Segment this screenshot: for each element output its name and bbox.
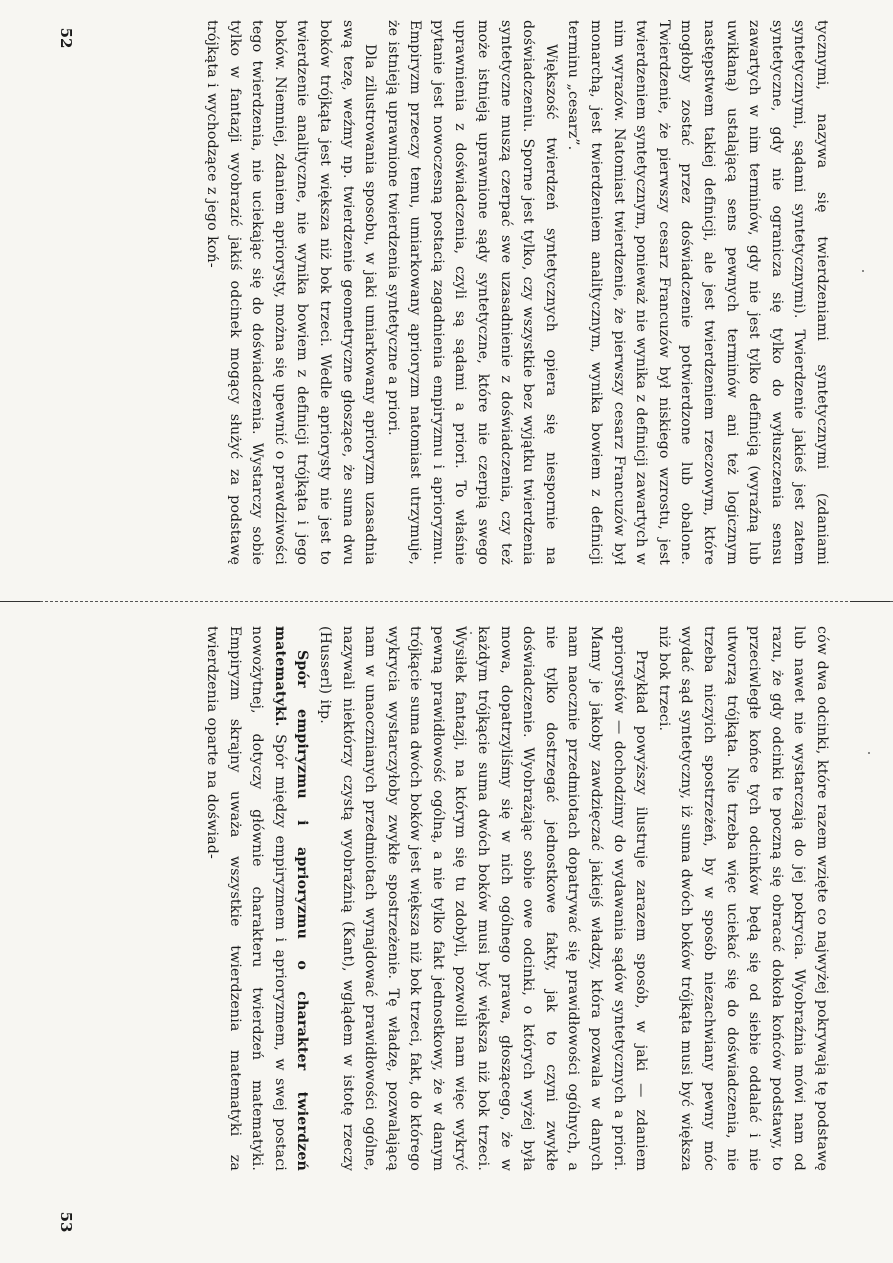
page-number-53: 53 xyxy=(57,1211,75,1233)
fold-mark-right xyxy=(850,601,890,602)
scan-speck xyxy=(470,632,472,634)
section-body: Spór między empiryzmem i aprioryzmem, w swej postaci nowożytnej, dotyczy głównie charakteru twierdzeń matematyki. Empiryzm skrajny uważa wszystkie twierdzenia matematyki za twierdzenia oparte na doświad- xyxy=(203,626,288,1171)
page-number-52: 52 xyxy=(57,27,75,49)
page-53-text xyxy=(200,626,833,1171)
page-52-paragraph-3: Dla zilustrowania sposobu, w jaki umiarkowany aprioryzm uzasadnia swą tezę, weźmy np. twierdzenie geometryczne głoszące, że suma dwu boków trójkąta jest większa niż bok trzeci. Wedle apriorysty nie jest to twierdzenie analityczne, nie wynika bowiem z definicji trójkąta i jego boków. Niemniej, zdaniem apriorysty, można się upewnić o prawdziwości tego twierdzenia, nie uciekając się do doświadczenia. Wystarczy sobie tylko w fantazji wyobrazić jakiś odcinek mogący służyć za podstawę trójkąta i wychodzące z jego koń- xyxy=(203,20,379,565)
page-52-paragraph-2: Większość twierdzeń syntetycznych opiera się niespornie na doświadczeniu. Sporne jest tylko, czy wszystkie bez wyjątku twierdzenia syntetyczne muszą czerpać swe uzasadnienie z doświadczenia, czy też może istnieją uprawnione sądy syntetyczne, które nie czerpią swego uprawnienia z doświadczenia, czyli są sądami a priori. To właśnie pytanie jest nowoczesną postacią zagadnienia empiryzmu i aprioryzmu. Empiryzm przeczy temu, umiarkowany aprioryzm natomiast utrzymuje, że istnieją uprawnione twierdzenia syntetyczne a priori. xyxy=(384,20,559,565)
page-53-paragraph-3 xyxy=(200,626,313,1171)
scan-speck xyxy=(862,270,864,272)
page-53-paragraph-1: ców dwa odcinki, które razem wzięte co najwyżej pokrywają tę podstawę lub nawet nie wystarczają do jej pokrycia. Wyobraźnia mówi nam od razu, że gdy odcinki te poczną się obracać dokoła końców podstawy, to przeciwległe końce tych odcinków będą się od siebie oddalać i nie utworzą trójkąta. Nie trzeba więc uciekać się do doświadczenia, nie trzeba niczyich spostrzeżeń, by w sposób niezachwiany pewny móc wydać sąd syntetyczny, iż suma dwóch boków trójkąta musi być większa niż bok trzeci. xyxy=(655,626,830,1171)
fold-mark-left xyxy=(0,601,40,602)
page-52-paragraph-1: tycznymi, nazywa się twierdzeniami syntetycznymi (zdaniami syntetycznymi, sądami syntetycznymi). Twierdzenie jakieś jest zatem syntetyczne, gdy nie ogranicza się tylko do wyłuszczenia sensu zawartych w nim terminów, gdy nie jest tylko definicją (wyraźną lub uwikłaną) ustalającą sens pewnych terminów ani też logicznym następstwem takiej definicji, ale jest twierdzeniem rzeczowym, które mogłoby zostać przez doświadczenie potwierdzone lub obalone. Twierdzenie, że pierwszy cesarz Francuzów był niskiego wzrostu, jest twierdzeniem syntetycznym, ponieważ nie wynika z definicji zawartych w nim wyrazów. Natomiast twierdzenie, że pierwszy cesarz Francuzów był monarchą, jest twierdzeniem analitycznym, wynika bowiem z definicji terminu „cesarz”. xyxy=(565,20,830,565)
section-heading: Spór empiryzmu i aprioryzmu o charakter twierdzeń matematyki. xyxy=(271,626,311,1171)
page-53 xyxy=(63,626,833,1171)
page-fold-line xyxy=(0,601,893,602)
page-52 xyxy=(63,20,833,565)
page-52-text xyxy=(200,20,833,565)
page-53-paragraph-2: Przykład powyższy ilustruje zarazem sposób, w jaki — zdaniem apriorystów — dochodzimy do wydawania sądów syntetycznych a priori. Mamy je jakoby zawdzięczać jakiejś władzy, która pozwala w danych nam naocznie przedmiotach dopatrywać się prawidłowości ogólnych, a nie tylko dostrzegać jednostkowe fakty, jak to czyni zwykłe doświadczenie. Wyobrażając sobie owe odcinki, o których wyżej była mowa, dopatrzyliśmy się w nich ogólnego prawa, głoszącego, że w każdym trójkącie suma dwóch boków musi być większa niż bok trzeci. Wysiłek fantazji, na którym się tu zdobyli, pozwolił nam więc wykryć pewną prawidłowość ogólną, a nie tylko fakt jednostkowy, że w danym trójkącie suma dwóch boków jest większa niż bok trzeci, fakt, do którego wykrycia wystarczyłoby zwykłe spostrzeżenie. Tę władzę, pozwalającą nam w unaocznianych przedmiotach wynajdować prawidłowości ogólne, nazywali niektórzy czystą wyobraźnią (Kant), wglądem w istotę rzeczy (Husserl) itp. xyxy=(316,626,650,1171)
scan-speck xyxy=(868,752,870,754)
